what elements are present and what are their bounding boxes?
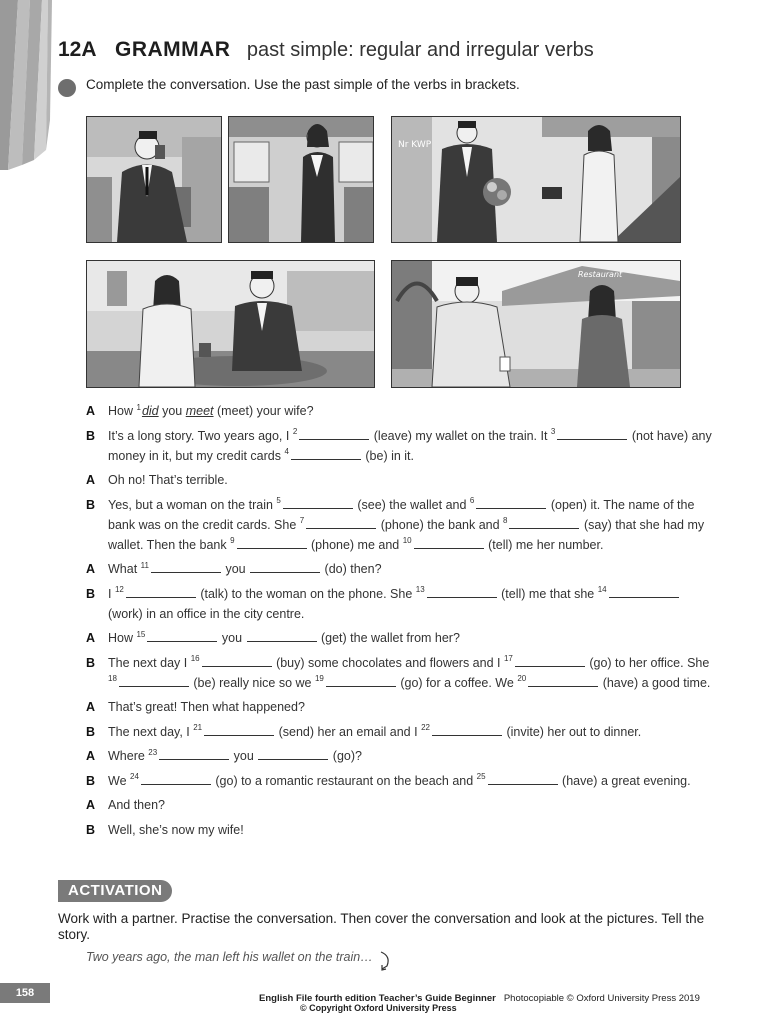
- gap-number: 24: [130, 772, 139, 782]
- line-text: The next day, I $^{21}$ (send) her an email and I $^{22}$ (invite) her out to dinner.: [108, 723, 642, 739]
- page-number: 158: [0, 983, 50, 1003]
- gap-number: 20: [517, 674, 527, 684]
- speaker-label: B: [86, 822, 96, 837]
- man-on-phone-at-station-picture: [87, 117, 221, 242]
- speaker-label: A: [86, 562, 96, 576]
- gap-number: 16: [190, 654, 200, 664]
- conversation-exercise: [86, 401, 716, 844]
- man-with-flowers-meets-woman-picture: [392, 117, 680, 242]
- answer-blank[interactable]: [432, 723, 502, 736]
- answer-blank[interactable]: [247, 629, 317, 642]
- gap-number: 10: [402, 536, 412, 546]
- conversation-line: [86, 771, 716, 791]
- picture-couple-at-beach-restaurant: [391, 260, 681, 388]
- speaker-label: B: [86, 428, 96, 443]
- answer-blank[interactable]: [119, 674, 189, 687]
- gap-number: 2: [292, 427, 298, 437]
- gap-number: 4: [284, 447, 289, 457]
- gap-number: 21: [193, 723, 203, 733]
- gap-number: 19: [314, 674, 324, 684]
- picture-man-on-phone: [86, 116, 222, 243]
- gap-number: 3: [550, 427, 556, 437]
- line-text: What $^{11}$ you (do) then?: [108, 560, 382, 576]
- line-text: It’s a long story. Two years ago, I $^2$ (leave) my wallet on the train. It $^3$ (not have) any money in it, but my credit cards $^4$ (be) in it.: [108, 427, 712, 463]
- conversation-line: [86, 746, 716, 766]
- answer-blank[interactable]: [141, 772, 211, 785]
- activation-badge: ACTIVATION: [58, 880, 172, 902]
- answer-blank[interactable]: [488, 772, 558, 785]
- answer-blank[interactable]: [250, 560, 320, 573]
- conversation-line: [86, 584, 716, 624]
- gap-number: 13: [415, 585, 425, 595]
- line-text: How $^{15}$ you (get) the wallet from her?: [108, 629, 460, 645]
- answer-blank[interactable]: [414, 536, 484, 549]
- footer-copyright: © Copyright Oxford University Press: [300, 1003, 457, 1013]
- footer-book-title: English File fourth edition Teacher’s Guide Beginner: [259, 993, 496, 1004]
- line-text: How $^1$did you meet (meet) your wife?: [108, 402, 314, 418]
- gap-number: 22: [421, 723, 430, 733]
- activation-text: Work with a partner. Practise the conversation. Then cover the conversation and look at the pictures. Tell the story.: [58, 911, 705, 942]
- instruction-text: Complete the conversation. Use the past simple of the verbs in brackets.: [86, 77, 520, 92]
- answer-blank[interactable]: [202, 654, 272, 667]
- answer-blank[interactable]: [609, 585, 679, 598]
- gap-number: 15: [136, 629, 146, 639]
- speaker-label: A: [86, 631, 96, 645]
- svg-text:Restaurant: Restaurant: [578, 270, 623, 279]
- conversation-line: [86, 470, 716, 490]
- speaker-label: A: [86, 700, 96, 714]
- answer-blank[interactable]: [557, 427, 627, 440]
- answer-blank[interactable]: [528, 674, 598, 687]
- speaker-label: A: [86, 473, 96, 487]
- line-text: Well, she’s now my wife!: [108, 822, 244, 837]
- line-text: We $^{24}$ (go) to a romantic restaurant on the beach and $^{25}$ (have) a great evening.: [108, 772, 691, 788]
- line-text: Oh no! That’s terrible.: [108, 473, 228, 487]
- picture-man-with-flowers: [391, 116, 681, 243]
- conversation-line: [86, 426, 716, 466]
- conversation-line: [86, 722, 716, 742]
- conversation-line: [86, 697, 716, 717]
- answer-blank[interactable]: [237, 536, 307, 549]
- gap-number: 9: [230, 536, 235, 546]
- decorative-fan-graphic: [0, 0, 60, 170]
- answer-blank[interactable]: [476, 496, 546, 509]
- activation-example: Two years ago, the man left his wallet on the train…: [86, 950, 373, 964]
- line-text: I $^{12}$ (talk) to the woman on the phone. She $^{13}$ (tell) me that she $^{14}$ (work) in an office in the city centre.: [108, 584, 716, 624]
- gap-number: 11: [140, 560, 149, 570]
- speaker-label: A: [86, 798, 96, 812]
- line-text: And then?: [108, 798, 165, 812]
- picture-couple-in-cafe: [86, 260, 375, 388]
- answer-blank[interactable]: [509, 516, 579, 529]
- answer-blank[interactable]: [283, 496, 353, 509]
- conversation-line: [86, 628, 716, 648]
- answer-blank[interactable]: [159, 747, 229, 760]
- svg-text:Nr KWP: Nr KWP: [398, 140, 432, 150]
- answer-blank[interactable]: [299, 427, 369, 440]
- picture-woman-on-train: [228, 116, 374, 243]
- footer-photocopiable: Photocopiable © Oxford University Press 2019: [503, 993, 700, 1004]
- woman-on-train-picture: [229, 117, 373, 242]
- line-text: That’s great! Then what happened?: [108, 700, 305, 714]
- answer-blank[interactable]: [515, 654, 585, 667]
- gap-number: 14: [597, 585, 607, 595]
- conversation-line: [86, 653, 716, 693]
- section-subtitle: past simple: regular and irregular verbs: [246, 39, 594, 61]
- answer-blank[interactable]: [258, 747, 328, 760]
- example-answer: did: [141, 404, 159, 418]
- gap-number: 23: [148, 747, 158, 757]
- speaker-label: B: [86, 773, 96, 788]
- speaker-label: B: [86, 497, 96, 512]
- gap-number: 25: [476, 772, 486, 782]
- gap-number: 12: [114, 585, 124, 595]
- page-header: [58, 38, 594, 62]
- gap-number: 18: [108, 674, 117, 684]
- conversation-line: [86, 795, 716, 815]
- answer-blank[interactable]: [326, 674, 396, 687]
- line-text: Where $^{23}$ you (go)?: [108, 747, 362, 763]
- conversation-line: [86, 401, 716, 421]
- gap-number: 1: [136, 402, 141, 412]
- gap-number: 6: [469, 496, 475, 506]
- gap-number: 7: [299, 516, 305, 526]
- gap-number: 5: [276, 496, 281, 506]
- example-answer: meet: [185, 404, 214, 418]
- line-text: Yes, but a woman on the train $^5$ (see) the wallet and $^6$ (open) it. The name of the bank was on the credit cards. She $^7$ (phone) the bank and $^8$ (say) that she had my wallet. Then the bank $^9$ (phone) me and $^{10}$ (tell) me her number.: [108, 496, 705, 552]
- answer-blank[interactable]: [306, 516, 376, 529]
- speaker-label: A: [86, 404, 96, 418]
- answer-blank[interactable]: [291, 447, 361, 460]
- gap-number: 17: [503, 654, 513, 664]
- conversation-line: [86, 495, 716, 555]
- answer-blank[interactable]: [151, 560, 221, 573]
- answer-blank[interactable]: [204, 723, 274, 736]
- speaker-label: B: [86, 586, 96, 601]
- section-title: GRAMMAR: [114, 38, 231, 61]
- conversation-line: [86, 820, 716, 840]
- speaker-label: B: [86, 655, 96, 670]
- continue-arrow-icon: [377, 950, 393, 972]
- couple-at-beach-restaurant-picture: [392, 261, 680, 387]
- answer-blank[interactable]: [427, 585, 497, 598]
- answer-blank[interactable]: [126, 585, 196, 598]
- conversation-line: [86, 559, 716, 579]
- couple-in-cafe-picture: [87, 261, 374, 387]
- speaker-label: B: [86, 724, 96, 739]
- unit-number: 12A: [58, 38, 97, 61]
- instruction-bullet-icon: [58, 79, 76, 97]
- answer-blank[interactable]: [147, 629, 217, 642]
- speaker-label: A: [86, 749, 96, 763]
- gap-number: 8: [503, 516, 508, 526]
- line-text: The next day I $^{16}$ (buy) some chocolates and flowers and I $^{17}$ (go) to her office. She $^{18}$ (be) really nice so we $^{19}$ (go) for a coffee. We $^{20}$ (have) a good time.: [108, 654, 711, 690]
